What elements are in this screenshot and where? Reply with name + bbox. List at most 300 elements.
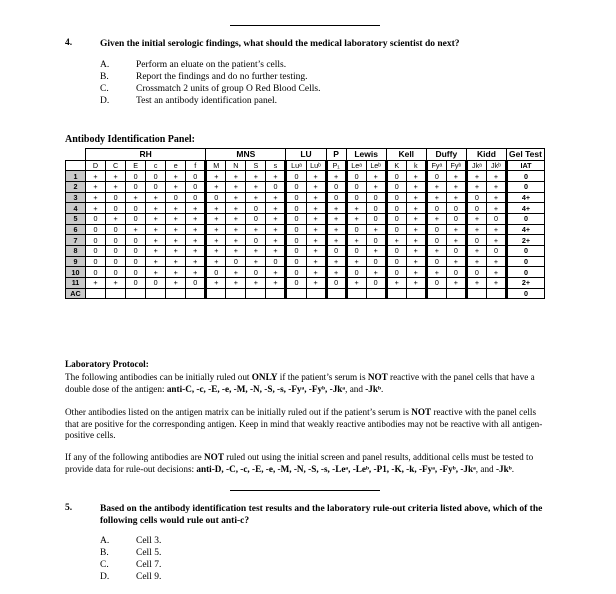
antigen-reaction: + [366, 181, 386, 192]
antigen-reaction: 0 [426, 235, 446, 246]
antigen-reaction [306, 288, 326, 299]
antigen-reaction: 0 [486, 213, 506, 224]
antigen-reaction: 0 [126, 256, 146, 267]
cell-header-blank [66, 160, 86, 171]
antigen-reaction: + [146, 213, 166, 224]
antigen-reaction: 0 [286, 278, 306, 289]
antigen-reaction: + [406, 213, 426, 224]
option-letter: B. [100, 548, 109, 558]
antigen-reaction: 0 [286, 246, 306, 257]
antigen-reaction: + [246, 246, 266, 257]
antigen-reaction: 0 [266, 256, 286, 267]
p3-end: . [511, 463, 514, 474]
antigen-reaction: 0 [366, 203, 386, 214]
antigen-reaction: 0 [86, 267, 106, 278]
antigen-reaction: + [166, 213, 186, 224]
antigen-reaction: + [426, 192, 446, 203]
antigen-reaction: + [226, 213, 246, 224]
p1-last: -Jkᵇ [365, 383, 381, 394]
p1-and: , and [345, 383, 366, 394]
panel-row [66, 224, 545, 235]
antigen-reaction: + [486, 235, 506, 246]
antigen-reaction [366, 288, 386, 299]
option-text: Cell 9. [136, 572, 162, 582]
system-header: LU [286, 149, 326, 161]
antigen-reaction: + [406, 171, 426, 182]
antigen-reaction: + [326, 213, 346, 224]
p1-not: NOT [367, 372, 388, 382]
antigen-reaction: + [266, 278, 286, 289]
antigen-reaction: + [426, 267, 446, 278]
antigen-reaction: + [306, 256, 326, 267]
p2-text-a: Other antibodies listed on the antigen matrix can be initially ruled out if the patient’s serum is [65, 407, 412, 417]
antigen-reaction: + [206, 203, 226, 214]
antigen-reaction: + [466, 181, 486, 192]
antigen-reaction [326, 288, 346, 299]
option-letter: C. [100, 560, 109, 570]
antigen-reaction [106, 288, 126, 299]
antigen-reaction: + [406, 235, 426, 246]
antigen-reaction: 0 [246, 235, 266, 246]
antigen-reaction: 0 [286, 181, 306, 192]
antigen-reaction: + [186, 213, 206, 224]
antigen-reaction: 0 [386, 171, 406, 182]
p2-text-b: reactive with the panel cells that are positive for the corresponding antigen. Keep in mind that weakly reactive antibodies may not be reactive with all antigen-positive cells. [65, 407, 543, 440]
antigen-reaction [486, 288, 506, 299]
p1-only: ONLY [251, 372, 278, 382]
antigen-reaction [386, 288, 406, 299]
antigen-reaction: 0 [86, 224, 106, 235]
option-text: Test an antibody identification panel. [136, 96, 278, 106]
antigen-reaction: + [226, 235, 246, 246]
p3-not: NOT [204, 452, 224, 462]
corner-cell [66, 149, 86, 161]
antigen-reaction: 0 [466, 192, 486, 203]
antigen-reaction [246, 288, 266, 299]
antigen-reaction: 0 [166, 192, 186, 203]
p1-antibody-list: anti-C, -c, -E, -e, -M, -N, -S, -s, -Fyᵃ, -Fyᵇ, -Jkᵃ [166, 383, 346, 394]
antigen-reaction: 0 [106, 267, 126, 278]
system-header: Gel Test [507, 149, 545, 161]
antigen-reaction: + [346, 203, 366, 214]
antigen-reaction: + [186, 256, 206, 267]
antigen-reaction: + [466, 246, 486, 257]
antigen-reaction: 0 [446, 246, 466, 257]
antigen-reaction: 0 [366, 278, 386, 289]
antigen-reaction: 0 [346, 181, 366, 192]
antigen-reaction: + [446, 171, 466, 182]
antigen-reaction: + [306, 267, 326, 278]
antigen-reaction: + [466, 224, 486, 235]
antigen-reaction: + [446, 256, 466, 267]
antigen-reaction: + [266, 246, 286, 257]
option-letter: D. [100, 572, 110, 582]
panel-row [66, 213, 545, 224]
antigen-reaction: + [446, 235, 466, 246]
antigen-reaction: + [266, 267, 286, 278]
antigen-reaction: 0 [86, 213, 106, 224]
panel-row [66, 192, 545, 203]
antigen-header: C [106, 160, 126, 171]
cell-number: 2 [66, 181, 86, 192]
antigen-reaction: + [246, 278, 266, 289]
antigen-reaction: 0 [366, 192, 386, 203]
antigen-reaction: 0 [426, 256, 446, 267]
antigen-reaction: 0 [126, 171, 146, 182]
cell-number: AC [66, 288, 86, 299]
antigen-reaction [446, 288, 466, 299]
antigen-reaction: + [346, 256, 366, 267]
antigen-reaction: + [326, 256, 346, 267]
cell-number: 9 [66, 256, 86, 267]
antigen-reaction: + [306, 235, 326, 246]
antigen-reaction: + [326, 235, 346, 246]
antigen-reaction: 0 [446, 213, 466, 224]
antigen-reaction: + [346, 235, 366, 246]
antigen-reaction: 0 [286, 203, 306, 214]
antigen-reaction: + [326, 224, 346, 235]
panel-title: Antibody Identification Panel: [65, 134, 196, 145]
antigen-reaction: 0 [246, 267, 266, 278]
antigen-reaction: + [426, 213, 446, 224]
antigen-reaction: + [86, 171, 106, 182]
iat-result: 0 [507, 267, 545, 278]
antigen-reaction: + [406, 246, 426, 257]
antigen-header: Luᵃ [286, 160, 306, 171]
antigen-reaction: 0 [326, 246, 346, 257]
antigen-reaction: + [486, 224, 506, 235]
antigen-header: k [406, 160, 426, 171]
iat-result: 4+ [507, 192, 545, 203]
panel-row [66, 256, 545, 267]
antigen-reaction: + [186, 246, 206, 257]
protocol-paragraph-1 [65, 372, 550, 395]
p1-text-c: reactive with the panel cells that have a double dose of the antigen: [65, 372, 535, 394]
antigen-reaction: + [246, 256, 266, 267]
iat-result: 0 [507, 213, 545, 224]
antigen-header: Luᵇ [306, 160, 326, 171]
antigen-reaction: 0 [246, 203, 266, 214]
option-text: Report the findings and do no further testing. [136, 72, 308, 82]
antigen-reaction: + [246, 181, 266, 192]
antigen-reaction: 0 [286, 192, 306, 203]
antigen-reaction: + [486, 171, 506, 182]
antigen-reaction: 0 [106, 235, 126, 246]
antigen-reaction: 0 [226, 256, 246, 267]
option-text: Cell 5. [136, 548, 162, 558]
antigen-reaction: + [266, 171, 286, 182]
system-header: P [326, 149, 346, 161]
iat-result: 0 [507, 171, 545, 182]
option-text: Cell 3. [136, 536, 162, 546]
cell-number: 6 [66, 224, 86, 235]
iat-header: IAT [507, 160, 545, 171]
antigen-reaction: + [86, 192, 106, 203]
antigen-reaction: 0 [106, 224, 126, 235]
antigen-reaction: 0 [426, 278, 446, 289]
antigen-reaction: + [426, 246, 446, 257]
antigen-reaction: 0 [426, 224, 446, 235]
antigen-reaction [266, 288, 286, 299]
p3-and: , and [475, 463, 496, 474]
antigen-reaction [206, 288, 226, 299]
system-header: RH [86, 149, 206, 161]
antigen-header: Jkᵇ [486, 160, 506, 171]
antigen-reaction: + [486, 203, 506, 214]
antigen-reaction: + [486, 256, 506, 267]
antigen-reaction: + [306, 171, 326, 182]
antigen-reaction [346, 288, 366, 299]
antigen-reaction: + [446, 192, 466, 203]
antigen-reaction: 0 [286, 267, 306, 278]
antigen-reaction: + [246, 171, 266, 182]
antigen-reaction: + [266, 235, 286, 246]
antigen-header: f [186, 160, 206, 171]
antigen-reaction: 0 [106, 246, 126, 257]
antigen-reaction: + [326, 267, 346, 278]
antigen-reaction: 0 [466, 203, 486, 214]
antigen-reaction: 0 [346, 246, 366, 257]
antigen-header: e [166, 160, 186, 171]
p3-text-a: If any of the following antibodies are [65, 452, 205, 462]
question-5-text: Based on the antibody identification test results and the laboratory rule-out criteria listed above, which of the following cells would rule out anti-c? [100, 504, 543, 526]
antigen-reaction: + [466, 256, 486, 267]
antigen-reaction: 0 [86, 235, 106, 246]
antigen-reaction: 0 [266, 181, 286, 192]
system-header: MNS [206, 149, 286, 161]
antigen-reaction: + [206, 235, 226, 246]
antigen-reaction: 0 [186, 278, 206, 289]
antigen-reaction: 0 [346, 192, 366, 203]
antigen-header: K [386, 160, 406, 171]
protocol-paragraph-2 [65, 407, 550, 442]
antigen-reaction: + [186, 235, 206, 246]
iat-result: 0 [507, 288, 545, 299]
option-letter: D. [100, 96, 110, 106]
antigen-header: P₁ [326, 160, 346, 171]
antigen-reaction: + [366, 267, 386, 278]
antigen-reaction: 0 [286, 213, 306, 224]
option-text: Crossmatch 2 units of group O Red Blood Cells. [136, 84, 321, 94]
antigen-reaction [186, 288, 206, 299]
p2-not: NOT [411, 407, 432, 417]
antigen-reaction: + [386, 235, 406, 246]
antigen-reaction: + [226, 267, 246, 278]
antigen-reaction: + [146, 235, 166, 246]
antigen-reaction: + [266, 213, 286, 224]
antigen-reaction: + [466, 278, 486, 289]
question-4-text: Given the initial serologic findings, what should the medical laboratory scientist do next? [100, 39, 460, 49]
antigen-reaction: 0 [346, 171, 366, 182]
cell-number: 8 [66, 246, 86, 257]
p1-end: . [381, 383, 384, 394]
antigen-reaction: 0 [386, 181, 406, 192]
antigen-reaction: + [186, 267, 206, 278]
antigen-reaction: 0 [386, 267, 406, 278]
antigen-reaction: + [386, 278, 406, 289]
antigen-reaction: + [306, 192, 326, 203]
question-5-number: 5. [65, 503, 73, 513]
antigen-reaction: + [146, 224, 166, 235]
antigen-reaction: + [206, 256, 226, 267]
panel-row [66, 267, 545, 278]
iat-result: 2+ [507, 278, 545, 289]
antigen-reaction: + [306, 278, 326, 289]
antigen-reaction: 0 [386, 192, 406, 203]
antigen-reaction: + [166, 181, 186, 192]
cell-number: 7 [66, 235, 86, 246]
antigen-reaction: 0 [346, 267, 366, 278]
antigen-reaction: + [166, 267, 186, 278]
antigen-reaction: + [106, 278, 126, 289]
antigen-reaction: 0 [326, 181, 346, 192]
system-header: Kidd [466, 149, 506, 161]
antigen-reaction [146, 288, 166, 299]
antigen-reaction: 0 [86, 246, 106, 257]
option-letter: B. [100, 72, 109, 82]
p1-text-b: if the patient’s serum is [277, 372, 368, 382]
antigen-reaction: + [106, 171, 126, 182]
antigen-reaction: + [406, 256, 426, 267]
antigen-reaction: + [86, 181, 106, 192]
antigen-reaction: + [206, 181, 226, 192]
antigen-reaction: + [426, 181, 446, 192]
antigen-reaction: 0 [386, 213, 406, 224]
panel-row [66, 288, 545, 299]
option-text: Perform an eluate on the patient’s cells. [136, 60, 287, 70]
antigen-reaction: 0 [126, 267, 146, 278]
antigen-reaction: + [106, 213, 126, 224]
antigen-header: Jkᵃ [466, 160, 486, 171]
antigen-reaction: 0 [186, 181, 206, 192]
antigen-reaction: 0 [146, 171, 166, 182]
antigen-reaction [466, 288, 486, 299]
antigen-reaction: + [466, 213, 486, 224]
antigen-reaction: 0 [486, 246, 506, 257]
option-letter: C. [100, 84, 109, 94]
option-text: Cell 7. [136, 560, 162, 570]
antigen-reaction [166, 288, 186, 299]
antigen-reaction: + [166, 171, 186, 182]
p3-last: -Jkᵇ [495, 463, 512, 474]
antigen-reaction: 0 [186, 171, 206, 182]
antigen-reaction: 0 [386, 203, 406, 214]
antigen-reaction: + [126, 224, 146, 235]
antigen-reaction: 0 [286, 171, 306, 182]
antigen-reaction: 0 [366, 256, 386, 267]
antigen-reaction: 0 [466, 267, 486, 278]
p1-text-a: The following antibodies can be initially ruled out [65, 372, 252, 382]
antigen-reaction: + [306, 246, 326, 257]
iat-result: 0 [507, 256, 545, 267]
antigen-reaction: + [366, 171, 386, 182]
panel-row [66, 181, 545, 192]
antigen-reaction: 0 [386, 256, 406, 267]
antigen-reaction: + [406, 181, 426, 192]
antigen-header: Fyᵇ [446, 160, 466, 171]
cell-number: 5 [66, 213, 86, 224]
system-header: Duffy [426, 149, 466, 161]
system-header: Lewis [346, 149, 386, 161]
antigen-header: Leᵃ [346, 160, 366, 171]
antigen-reaction: + [226, 224, 246, 235]
protocol-title: Laboratory Protocol: [65, 359, 149, 369]
antigen-reaction: + [406, 278, 426, 289]
antigen-reaction: 0 [446, 203, 466, 214]
antigen-reaction: + [126, 192, 146, 203]
antigen-reaction: + [346, 278, 366, 289]
panel-row [66, 203, 545, 214]
panel-row [66, 278, 545, 289]
antigen-reaction: 0 [106, 192, 126, 203]
antigen-reaction [406, 288, 426, 299]
antigen-reaction: + [406, 267, 426, 278]
antigen-reaction: + [406, 192, 426, 203]
antigen-reaction: 0 [286, 224, 306, 235]
cell-number: 11 [66, 278, 86, 289]
antibody-panel-table [65, 148, 545, 299]
antigen-reaction: + [306, 224, 326, 235]
antigen-reaction [426, 288, 446, 299]
antigen-reaction: 0 [146, 181, 166, 192]
antigen-reaction: + [226, 278, 246, 289]
antigen-reaction: + [166, 246, 186, 257]
iat-result: 0 [507, 181, 545, 192]
antigen-reaction: 0 [126, 278, 146, 289]
antigen-reaction: + [166, 235, 186, 246]
antigen-reaction [86, 288, 106, 299]
antigen-reaction: 0 [106, 256, 126, 267]
antigen-header: Fyᵃ [426, 160, 446, 171]
antigen-reaction: 0 [346, 224, 366, 235]
system-header: Kell [386, 149, 426, 161]
antigen-reaction: 0 [206, 267, 226, 278]
antigen-reaction: 0 [146, 278, 166, 289]
antigen-reaction [226, 288, 246, 299]
antigen-reaction: + [146, 256, 166, 267]
antigen-reaction: + [86, 278, 106, 289]
antigen-reaction: 0 [426, 171, 446, 182]
antigen-reaction: 0 [386, 224, 406, 235]
cell-number: 10 [66, 267, 86, 278]
antigen-reaction: 0 [186, 192, 206, 203]
antigen-header: M [206, 160, 226, 171]
cell-number: 4 [66, 203, 86, 214]
antigen-header: D [86, 160, 106, 171]
antigen-reaction: + [246, 192, 266, 203]
antigen-reaction: 0 [366, 213, 386, 224]
antigen-reaction: 0 [286, 235, 306, 246]
antigen-reaction: + [146, 246, 166, 257]
antigen-reaction: + [166, 278, 186, 289]
antigen-header: S [246, 160, 266, 171]
iat-result: 2+ [507, 235, 545, 246]
panel-row [66, 235, 545, 246]
antigen-reaction: + [486, 192, 506, 203]
antigen-reaction: 0 [126, 213, 146, 224]
antigen-reaction: + [346, 213, 366, 224]
antigen-reaction: + [206, 278, 226, 289]
iat-result: 4+ [507, 224, 545, 235]
antigen-reaction: + [146, 203, 166, 214]
antigen-reaction: + [226, 203, 246, 214]
antigen-reaction: + [366, 224, 386, 235]
antigen-reaction: 0 [386, 246, 406, 257]
panel-row [66, 171, 545, 182]
cell-number: 1 [66, 171, 86, 182]
antigen-header: Leᵇ [366, 160, 386, 171]
antigen-reaction: + [226, 246, 246, 257]
